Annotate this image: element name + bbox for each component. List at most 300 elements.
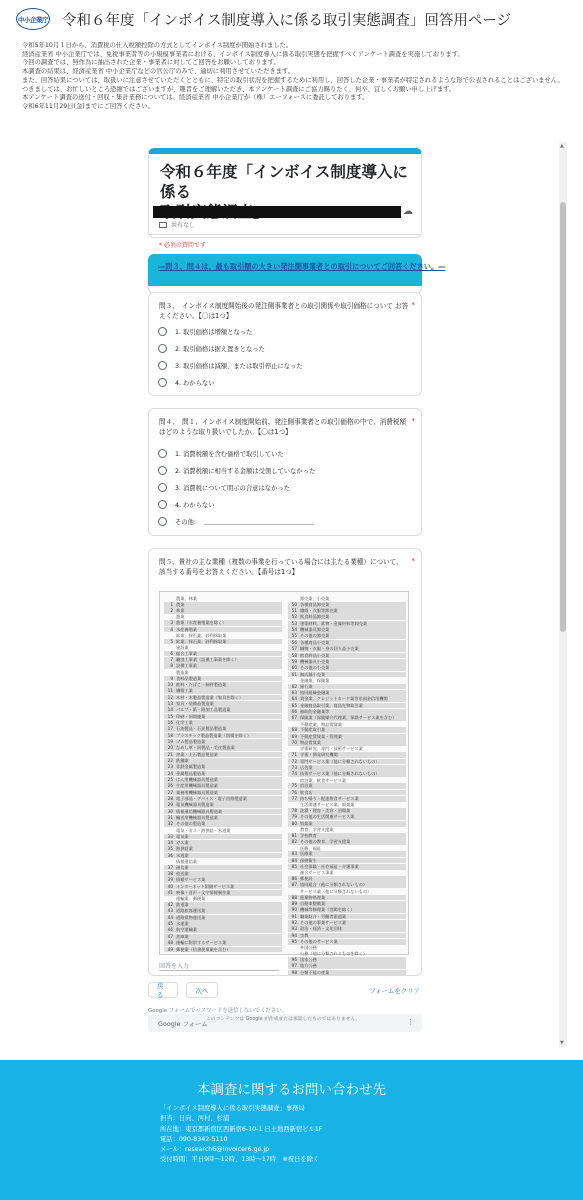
industry-category: サービス業（他に分類されないもの） [300, 888, 372, 894]
industry-category: 不動産業、物品賃貸業 [300, 721, 342, 727]
industry-code-number: 96 [291, 956, 297, 962]
industry-code-row [288, 882, 406, 888]
industry-code-number: 22 [167, 757, 173, 763]
radio-button[interactable] [158, 378, 167, 387]
industry-code-row [164, 834, 282, 840]
industry-category: 医療、福祉 [300, 845, 321, 851]
industry-code-label: 各種商品小売業 [300, 639, 330, 645]
industry-code-number: 88 [291, 894, 297, 900]
industry-code-row [164, 853, 282, 859]
form-title-card [148, 148, 422, 249]
industry-code-number: 12 [167, 694, 173, 700]
industry-code-row [164, 846, 282, 852]
industry-code-row [164, 884, 282, 890]
scrollbar-thumb[interactable] [560, 202, 566, 632]
industry-code-row [288, 602, 406, 608]
industry-code-row [288, 715, 406, 721]
option-label: 1. 消費税額を含む価格で取引していた [175, 451, 284, 458]
industry-code-number: 23 [167, 764, 173, 770]
industry-code-row [288, 864, 406, 870]
industry-code-number: 5 [170, 638, 173, 644]
industry-category: 生活関連サービス業、娯楽業 [300, 802, 355, 808]
industry-code-label: 航空運輸業 [176, 927, 197, 933]
industry-code-label: 飲食店 [300, 789, 313, 795]
industry-code-row [164, 682, 282, 688]
industry-code-number: 80 [291, 820, 297, 826]
industry-code-row [164, 927, 282, 933]
industry-code-row [164, 764, 282, 770]
industry-code-row [164, 739, 282, 745]
industry-codes-right [288, 596, 406, 976]
password-warning: Google フォームでパスワードを送信しないでください。 [148, 1008, 288, 1014]
contact-details [160, 1104, 322, 1166]
industry-code-row [288, 821, 406, 827]
industry-code-label: 不動産取引業 [300, 727, 326, 733]
industry-code-number: 2 [170, 608, 173, 614]
industry-code-number: 86 [291, 876, 297, 882]
industry-code-row [288, 963, 406, 969]
divider [149, 234, 421, 235]
intro-text [22, 42, 570, 112]
industry-code-row [164, 908, 282, 914]
required-asterisk: * [411, 301, 415, 309]
industry-code-label: 飲食料品小売業 [300, 652, 330, 658]
radio-button[interactable] [158, 466, 167, 475]
industry-code-row [164, 783, 282, 789]
industry-code-row [288, 796, 406, 802]
industry-code-number: 54 [291, 627, 297, 633]
industry-code-number: 73 [291, 764, 297, 770]
google-forms-footer [148, 1014, 422, 1032]
industry-code-row [288, 690, 406, 696]
question-text: 問４、 問１、インボイス制度開始前、発注側事業者との取引価格の中で、消費税額はどのような取り扱いでしたか。【〇は1つ】 [159, 418, 407, 436]
industry-code-label: 金属製品製造業 [176, 770, 206, 776]
radio-option[interactable] [158, 378, 215, 387]
industry-code-label: 学校教育 [300, 832, 317, 838]
industry-code-label: 郵便局 [300, 876, 313, 882]
industry-code-number: 16 [167, 719, 173, 725]
industry-code-number: 27 [167, 789, 173, 795]
industry-code-label: 食料品製造業 [176, 675, 202, 681]
industry-code-number: 55 [291, 633, 297, 639]
industry-code-row [164, 714, 282, 720]
industry-code-label: パルプ・紙・紙加工品製造業 [176, 707, 231, 713]
google-forms-logo[interactable]: Google フォーム [158, 1020, 208, 1028]
industry-code-row [288, 957, 406, 963]
industry-code-label: 生産用機械器具製造業 [176, 783, 218, 789]
industry-code-row [288, 608, 406, 614]
industry-code-number: 20 [167, 745, 173, 751]
industry-code-number: 58 [291, 652, 297, 658]
industry-code-number: 87 [291, 882, 297, 888]
radio-option[interactable] [158, 466, 315, 475]
question-card-q4 [148, 408, 422, 536]
radio-option[interactable] [158, 483, 290, 492]
industry-code-number: 43 [167, 908, 173, 914]
industry-code-row [164, 627, 282, 633]
industry-code-row [288, 740, 406, 746]
industry-code-row [288, 858, 406, 864]
industry-code-label: 職別工事業（設備工事業を除く） [176, 657, 239, 663]
radio-button[interactable] [158, 500, 167, 509]
industry-code-label: 農業 [176, 601, 185, 607]
industry-code-row [164, 663, 282, 669]
industry-code-number: 35 [167, 846, 173, 852]
industry-code-label: 窯業・土石製品製造業 [176, 751, 218, 757]
industry-code-number: 63 [291, 689, 297, 695]
industry-code-row [288, 696, 406, 702]
industry-code-row [288, 876, 406, 882]
industry-category: 漁業 [176, 614, 185, 620]
industry-code-row [164, 890, 282, 896]
industry-code-label: 国家公務 [300, 956, 317, 962]
industry-code-label: 設備工事業 [176, 663, 197, 669]
industry-category: 宿泊業、飲食サービス業 [300, 777, 347, 783]
industry-code-number: 4 [170, 626, 173, 632]
contact-hours: 受付時間：平日9時～12時、13時～17時 ※祝日を除く [160, 1156, 320, 1164]
industry-code-label: 非鉄金属製造業 [176, 764, 206, 770]
industry-code-number: 34 [167, 839, 173, 845]
industry-category: 公務（他に分類されるものを除く） [300, 951, 368, 957]
industry-code-number: 40 [167, 883, 173, 889]
industry-code-row [288, 933, 406, 939]
industry-code-row [164, 620, 282, 626]
next-button[interactable]: 次へ [186, 982, 218, 998]
industry-code-label: 織物・衣服・身の回り品小売業 [300, 646, 359, 652]
industry-code-row [288, 914, 406, 920]
industry-code-number: 83 [291, 851, 297, 857]
industry-code-number: 48 [167, 940, 173, 946]
industry-code-label: 水産養殖業 [176, 626, 197, 632]
industry-code-label: 繊維工業 [176, 688, 193, 694]
contact-section [0, 1060, 583, 1200]
industry-code-number: 25 [167, 777, 173, 782]
industry-code-label: 医療業 [300, 851, 313, 857]
industry-code-row [288, 901, 406, 907]
section-link[interactable]: ―問３、問４は、最も取引額の大きい発注側事業者との取引についてご回答ください。― [158, 262, 446, 271]
industry-code-row [288, 752, 406, 758]
industry-code-row [288, 939, 406, 945]
industry-code-row [164, 865, 282, 871]
industry-code-label: ガス業 [176, 839, 189, 845]
required-asterisk: * [411, 417, 415, 425]
option-label: 3. 取引価格は減額、または取引停止になった [175, 363, 303, 370]
industry-code-row [164, 726, 282, 732]
form-scrollbar[interactable] [559, 142, 567, 1047]
option-label: その他: [175, 519, 197, 526]
industry-code-label: ゴム製品製造業 [176, 738, 206, 744]
industry-code-row [164, 701, 282, 707]
industry-code-row [164, 947, 282, 953]
industry-code-label: 持ち帰り・配達飲食サービス業 [300, 796, 359, 802]
industry-code-label: 輸送用機械器具製造業 [176, 815, 218, 821]
industry-code-number: 68 [291, 727, 297, 733]
radio-option[interactable] [158, 344, 265, 353]
sme-agency-logo [16, 8, 50, 30]
industry-code-row [164, 921, 282, 927]
industry-code-number: 7 [170, 657, 173, 663]
industry-code-label: はん用機械器具製造業 [176, 777, 218, 782]
question-text: 問３、 インボイス制度開始後の発注側事業者との取引関係や取引価格について お答えください。【〇は1つ】 [159, 302, 409, 320]
clear-form-button[interactable]: フォームをクリア [369, 987, 420, 995]
industry-code-number: 78 [291, 808, 297, 814]
industry-code-row [164, 821, 282, 827]
industry-code-label: 宿泊業 [300, 783, 313, 789]
industry-code-row [164, 815, 282, 821]
industry-code-number: 72 [291, 758, 297, 764]
industry-code-label: 専門サービス業（他に分類されないもの） [300, 758, 380, 764]
industry-code-row [288, 926, 406, 932]
industry-code-label: 鉄鋼業 [176, 757, 189, 763]
industry-code-number: 65 [291, 702, 297, 708]
industry-code-number: 31 [167, 815, 173, 821]
industry-code-number: 14 [167, 707, 173, 713]
industry-code-row [288, 703, 406, 709]
industry-code-number: 52 [291, 614, 297, 620]
industry-code-number: 84 [291, 857, 297, 863]
industry-code-label: 建築材料、鉱物・金属材料等卸売業 [300, 620, 368, 626]
question-text: 問５、貴社の主な業種（複数の事業を行っている場合には主たる業種）について、該当する番号をお答えください。【番号は1つ】 [159, 558, 403, 576]
contact-line: 担当：日向、河村、杉浦 [160, 1115, 230, 1123]
industry-code-label: 保健衛生 [300, 857, 317, 863]
section-header [148, 254, 446, 286]
radio-option[interactable] [158, 500, 215, 509]
industry-code-label: 道路貨物運送業 [176, 914, 206, 920]
industry-code-label: その他の卸売業 [300, 633, 330, 639]
industry-code-number: 56 [291, 639, 297, 645]
industry-code-label: 機械器具卸売業 [300, 627, 330, 633]
industry-code-number: 97 [291, 963, 297, 969]
industry-code-number: 15 [167, 713, 173, 719]
industry-code-label: 林業 [176, 608, 185, 614]
question-card-q5 [148, 548, 422, 976]
industry-code-row [288, 970, 406, 976]
industry-code-label: 水運業 [176, 921, 189, 927]
industry-code-row [164, 777, 282, 783]
industry-code-row [288, 640, 406, 646]
industry-code-number: 41 [167, 890, 173, 895]
industry-code-number: 46 [167, 927, 173, 933]
industry-code-label: 協同組合（他に分類されないもの） [300, 882, 368, 888]
industry-category: 学術研究、専門・技術サービス業 [300, 746, 363, 752]
option-label: 3. 消費税について明示の合意はなかった [175, 485, 290, 492]
industry-code-row [288, 709, 406, 715]
industry-code-label: 印刷・同関連業 [176, 713, 206, 719]
industry-code-number: 17 [167, 726, 173, 732]
back-button[interactable]: 戻る [148, 982, 178, 998]
industry-code-label: その他の事業サービス業 [300, 919, 347, 925]
industry-category: 農業、林業 [176, 596, 197, 601]
industry-code-number: 51 [291, 608, 297, 614]
scroll-down-icon[interactable]: ▼ [560, 1040, 564, 1046]
industry-code-row [164, 758, 282, 764]
industry-code-number: 21 [167, 751, 173, 757]
industry-code-label: 熱供給業 [176, 846, 193, 852]
industry-code-label: その他の製造業 [176, 821, 206, 827]
intro-line: 令和6年11月29日(金)までにご回答ください。 [22, 102, 154, 110]
industry-code-row [288, 833, 406, 839]
radio-option[interactable] [158, 361, 303, 370]
industry-code-number: 70 [291, 740, 297, 746]
option-label: 2. 消費税額に相当する金額は受領していなかった [175, 468, 316, 475]
radio-option-other[interactable] [158, 517, 314, 526]
industry-code-label: 放送業 [176, 870, 189, 876]
industry-code-row [164, 790, 282, 796]
industry-code-number: 94 [291, 932, 297, 938]
radio-option[interactable] [158, 327, 252, 336]
cloud-offline-icon[interactable]: ☁ [403, 206, 413, 217]
industry-code-number: 30 [167, 808, 173, 814]
industry-code-label: 無店舗小売業 [300, 671, 326, 677]
industry-code-row [164, 902, 282, 908]
industry-code-label: 電子部品・デバイス・電子回路製造業 [176, 796, 247, 802]
industry-code-number: 36 [167, 852, 173, 858]
industry-code-row [288, 839, 406, 845]
industry-code-number: 19 [167, 738, 173, 744]
share-icon [159, 222, 167, 228]
industry-category: 製造業 [176, 669, 189, 675]
industry-code-number: 60 [291, 665, 297, 671]
radio-option[interactable] [158, 449, 284, 458]
industry-code-number: 64 [291, 696, 297, 702]
intro-line: つきましては、お忙しいところ恐縮ではございますが、趣旨をご理解いただき、本アンケート調査にご協力賜りたく、何卒、宜しくお願い申し上げます。 [22, 85, 456, 93]
industry-code-label: 物品賃貸業 [300, 740, 321, 746]
industry-category: 鉱業、採石業、砂利採取業 [176, 632, 227, 638]
industry-code-row [164, 745, 282, 751]
industry-code-label: 木材・木製品製造業（家具を除く） [176, 694, 244, 700]
industry-code-number: 71 [291, 752, 297, 758]
industry-code-row [288, 808, 406, 814]
industry-code-label: プラスチック製品製造業（別掲を除く） [176, 732, 252, 738]
industry-code-number: 6 [170, 650, 173, 656]
industry-category: 卸売業、小売業 [300, 596, 330, 601]
industry-code-number: 61 [291, 671, 297, 677]
industry-code-row [288, 734, 406, 740]
industry-code-number: 53 [291, 620, 297, 626]
industry-code-row [164, 871, 282, 877]
radio-button[interactable] [158, 344, 167, 353]
industry-category: 金融業、保険業 [300, 677, 330, 683]
industry-category: 情報通信業 [176, 858, 197, 864]
industry-code-row [164, 940, 282, 946]
answer-input[interactable]: 回答を入力 [159, 961, 279, 971]
industry-code-number: 82 [291, 839, 297, 845]
industry-code-number: 42 [167, 902, 173, 908]
industry-category: 建設業 [176, 644, 189, 650]
industry-code-label: 倉庫業 [176, 933, 189, 939]
industry-code-row [164, 651, 282, 657]
industry-code-row [164, 608, 282, 614]
scroll-up-icon[interactable]: ▲ [560, 143, 564, 149]
logo-text: 中小企業庁 [18, 15, 48, 24]
industry-code-number: 93 [291, 926, 297, 932]
industry-code-row [164, 657, 282, 663]
industry-category: 複合サービス事業 [300, 870, 334, 876]
industry-code-row [288, 614, 406, 620]
industry-code-number: 11 [167, 688, 173, 694]
industry-code-row [288, 783, 406, 789]
form-title-line: 令和６年度「インボイス制度導入に係る [160, 163, 408, 201]
industry-code-row [164, 639, 282, 645]
option-label: 1. 取引価格は増額となった [175, 329, 253, 336]
industry-code-label: 宗教 [300, 932, 309, 938]
industry-code-label: 機械等修理業（別掲を除く） [300, 907, 355, 913]
intro-line: 経済産業省 中小企業庁では、免税事業者等の小規模事業者における、インボイス制度導入に係る取引実態を把握すべくアンケート調査を実施しております。 [22, 50, 464, 58]
radio-button[interactable] [158, 517, 167, 526]
industry-code-number: 33 [167, 833, 173, 839]
industry-code-label: 化学工業 [176, 719, 193, 725]
industry-code-row [288, 790, 406, 796]
contact-phone: 電話：090-8342-5110 [160, 1135, 228, 1143]
option-label: 4. わからない [175, 502, 215, 509]
intro-line: 本アンケート調査の送付・回収・集計業務については、経済産業省 中小企業庁が（株）エーフォースに委託しております。 [22, 94, 369, 102]
industry-code-label: 飲料・たばこ・飼料製造業 [176, 681, 227, 687]
industry-code-label: 鉄道業 [176, 902, 189, 908]
industry-code-number: 38 [167, 870, 173, 876]
more-options-icon[interactable]: ⋮ [407, 1018, 414, 1026]
industry-code-row [164, 809, 282, 815]
industry-code-number: 79 [291, 814, 297, 820]
industry-code-number: 10 [167, 681, 173, 687]
industry-code-row [288, 814, 406, 820]
industry-code-row [288, 665, 406, 671]
page-title: 令和６年度「インボイス制度導入に係る取引実態調査」回答用ページ [62, 13, 512, 29]
industry-code-label: 洗濯・理容・美容・浴場業 [300, 808, 351, 814]
industry-code-row [164, 602, 282, 608]
other-input[interactable] [204, 519, 314, 525]
industry-code-number: 76 [291, 789, 297, 795]
industry-code-row [164, 796, 282, 802]
industry-code-number: 49 [167, 946, 173, 952]
industry-code-label: インターネット附随サービス業 [176, 883, 235, 889]
industry-code-label: 繊維・衣服等卸売業 [300, 608, 338, 614]
industry-code-label: 電気機械器具製造業 [176, 802, 214, 808]
industry-code-label: その他の教育、学習支援業 [300, 839, 351, 845]
industry-code-number: 8 [170, 663, 173, 669]
industry-code-row [288, 633, 406, 639]
industry-code-row [164, 676, 282, 682]
industry-code-label: 石油製品・石炭製品製造業 [176, 726, 227, 732]
industry-code-number: 9 [170, 675, 173, 681]
industry-code-label: その他の生活関連サービス業 [300, 814, 355, 820]
industry-code-label: その他のサービス業 [300, 938, 338, 944]
radio-button[interactable] [158, 327, 167, 336]
industry-code-number: 47 [167, 933, 173, 939]
radio-button[interactable] [158, 449, 167, 458]
radio-button[interactable] [158, 361, 167, 370]
industry-code-row [164, 877, 282, 883]
industry-code-label: 水道業 [176, 852, 189, 858]
industry-code-label: 分類不能の産業 [300, 969, 330, 975]
industry-code-row [288, 851, 406, 857]
industry-code-label: 自動車整備業 [300, 900, 326, 906]
industry-code-number: 13 [167, 700, 173, 706]
industry-code-number: 26 [167, 783, 173, 789]
disclaimer: このコンテンツは Google が作成または承認したものではありません。 [206, 1017, 361, 1022]
contact-email[interactable]: メール：research6@invoicer6.go.jp [160, 1146, 270, 1154]
industry-code-label: 情報通信機械器具製造業 [176, 808, 223, 814]
redacted-account [153, 206, 401, 218]
industry-code-label: 広告業 [300, 764, 313, 770]
radio-button[interactable] [158, 483, 167, 492]
industry-code-row [288, 621, 406, 627]
industry-code-number: 50 [291, 601, 297, 607]
industry-code-label: 飲食料品卸売業 [300, 614, 330, 620]
industry-code-label: 社会保険・社会福祉・介護事業 [300, 864, 359, 870]
industry-code-label: 映像・音声・文字情報制作業 [176, 890, 231, 895]
contact-line: 所在地：東京都新宿区西新宿6-10-1 日土地西新宿ビル1F [160, 1125, 323, 1133]
industry-code-number: 3 [170, 620, 173, 626]
